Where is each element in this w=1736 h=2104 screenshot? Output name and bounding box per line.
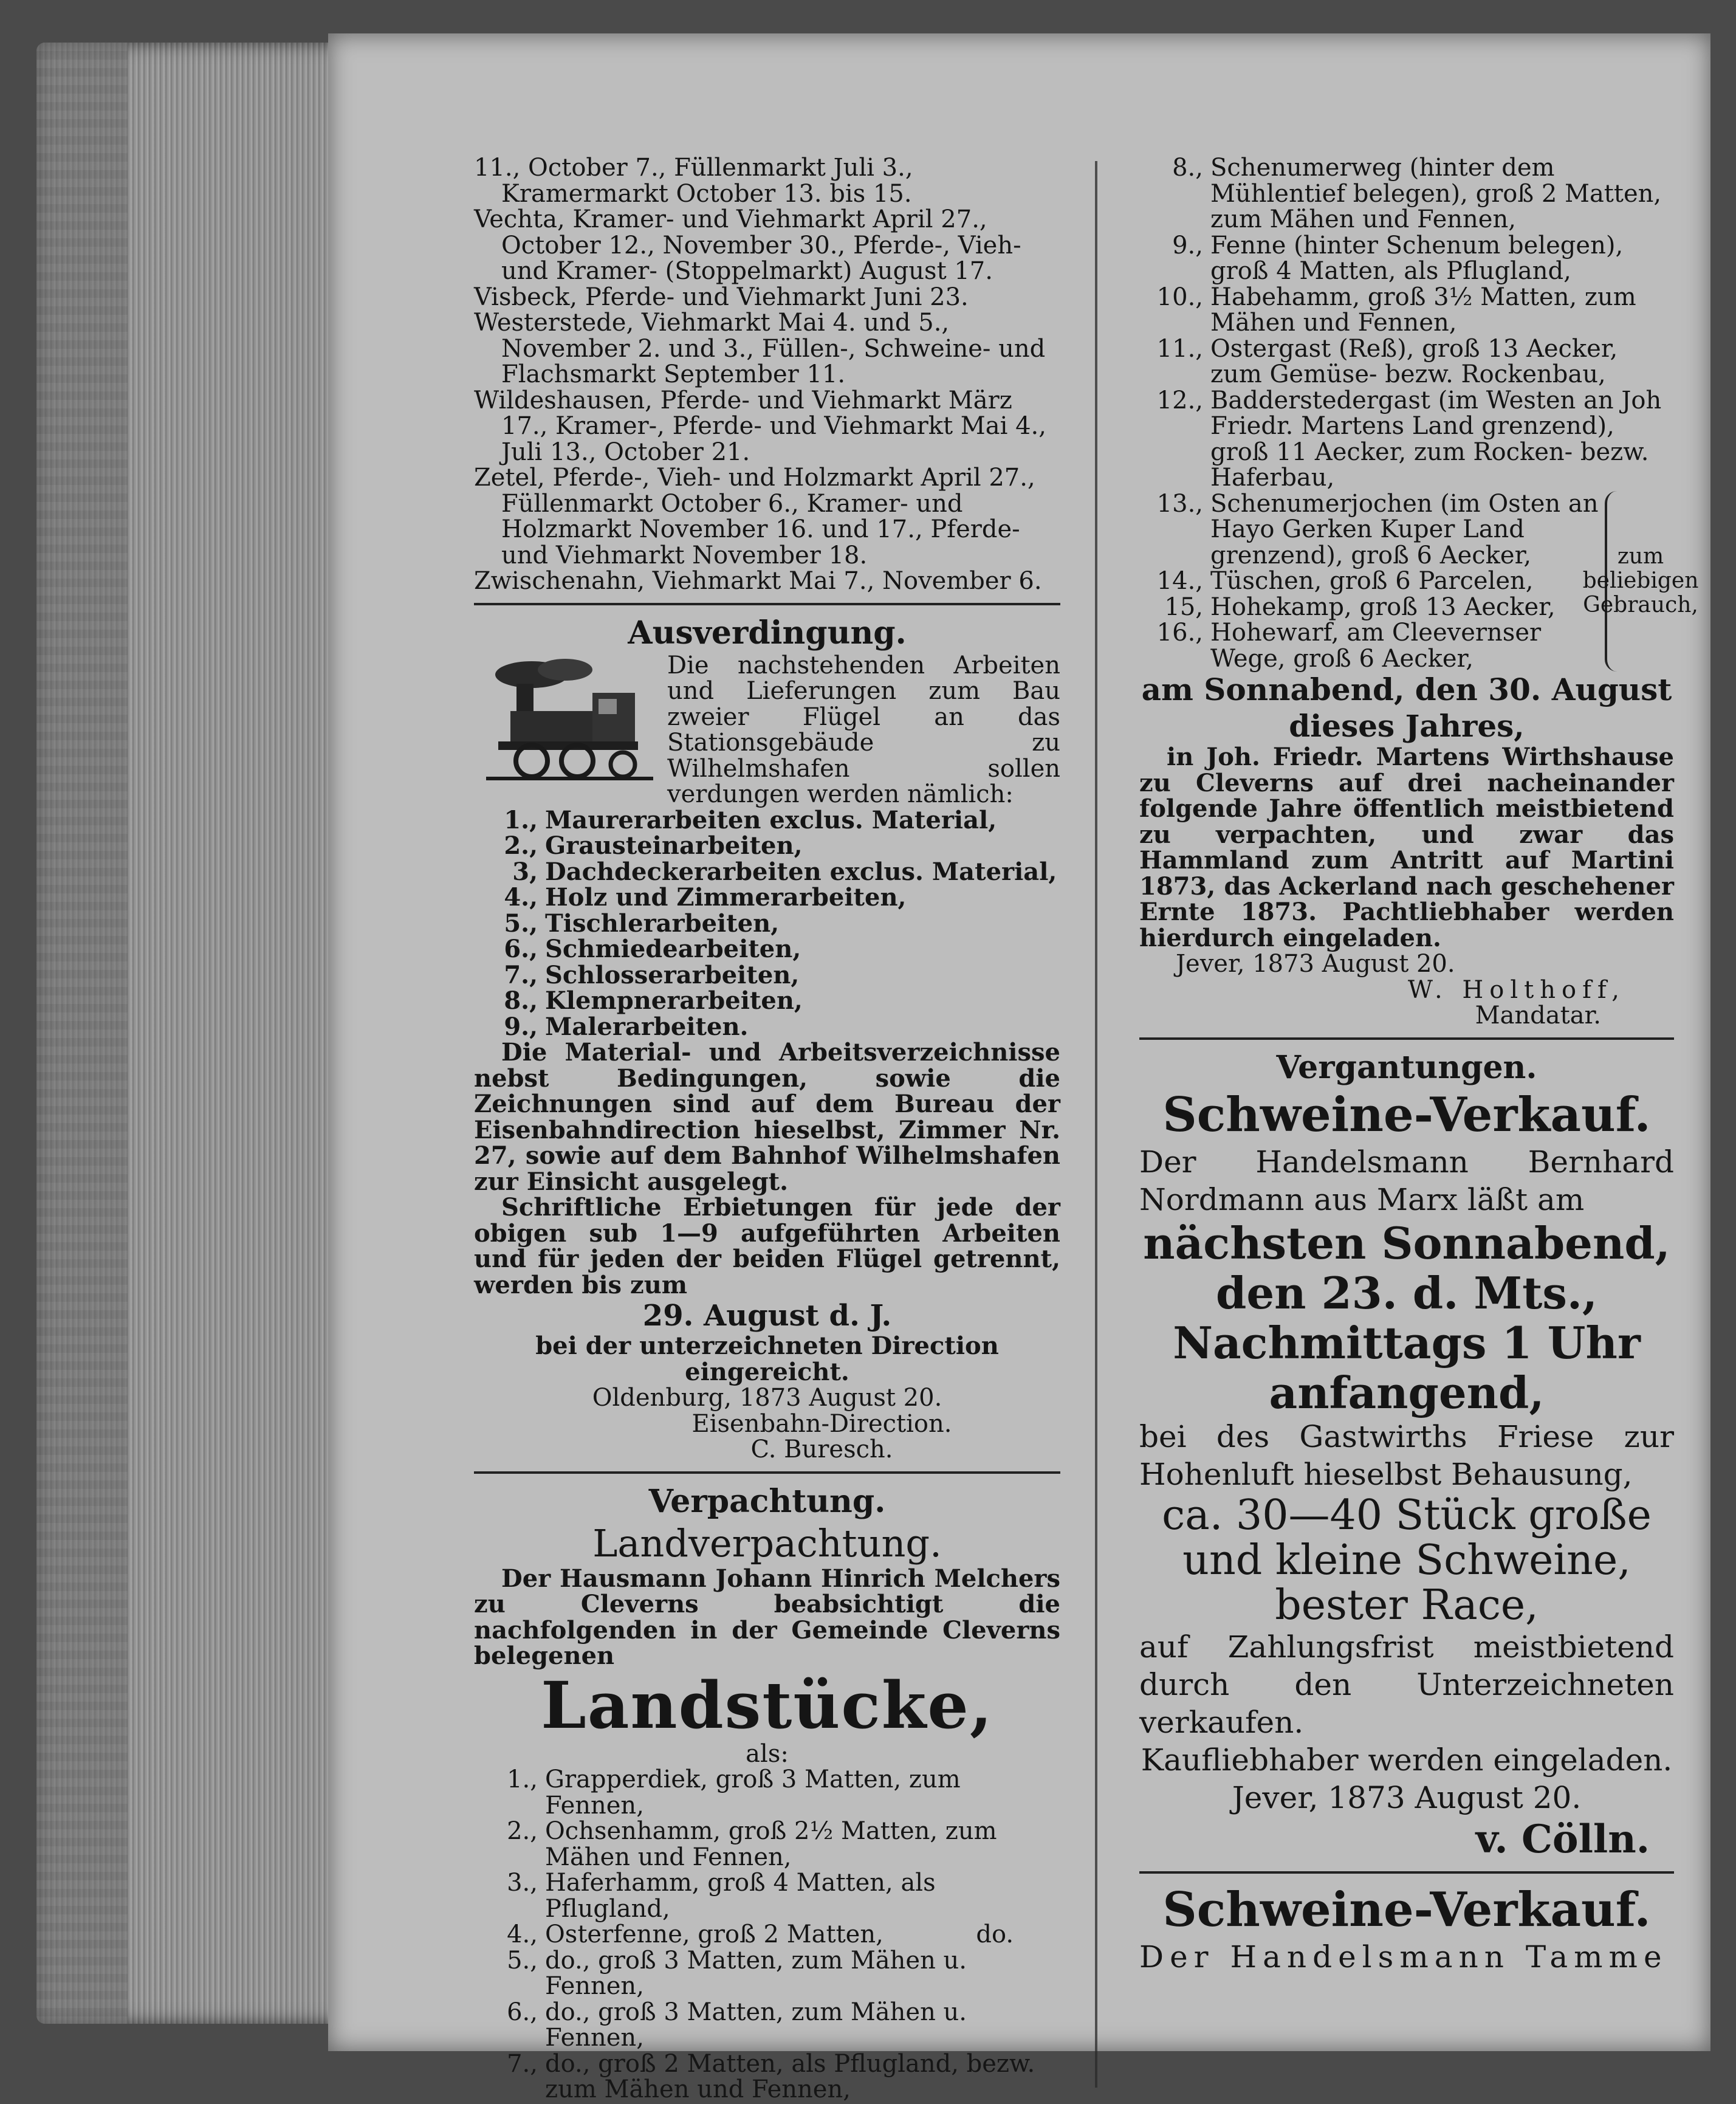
section-rule [474,603,1060,605]
notice-body: in Joh. Friedr. Martens Wirthshause zu Cleverns auf drei nacheinander folgende Jahre öffentlich meistbietend zu verpachten, und zwar das Hammland zum Antritt auf Martini 1873, das Ackerland nach geschehener Ernte 1873. Pachtliebhaber werden hierdurch eingeladen. [1139,743,1674,952]
market-entry: Wildeshausen, Pferde- und Viehmarkt März 17., Kramer-, Pferde- und Viehmarkt Mai 4., Juli 13., October 21. [474,386,1046,466]
section-rule [1139,1037,1674,1040]
notice-role: Mandatar. [1475,1002,1601,1030]
notice-paragraph: Die Material- und Arbeitsverzeichnisse nebst Bedingungen, sowie die Zeichnungen sind auf dem Bureau der Eisenbahndirection hieselbst, Zimmer Nr. 27, sowie auf dem Bahnhof Wilhelmshafen zur Einsicht ausgelegt. [474,1038,1060,1196]
auction-date: am Sonnabend, den 30. August [1141,672,1672,707]
section-heading: Verpachtung. [648,1482,886,1520]
notice-signature: v. Cölln. [1475,1816,1650,1862]
market-entry: Zwischenahn, Viehmarkt Mai 7., November 6. [474,567,1042,595]
ausverdingung-notice [474,614,1060,1463]
notice-title: Schweine-Verkauf. [1162,1087,1651,1143]
list-item: 5., do., groß 3 Matten, zum Mähen u. Fennen, [507,1946,967,2000]
market-entry: Westerstede, Viehmarkt Mai 4. und 5., November 2. und 3., Füllen-, Schweine- und Flachsmarkt September 11. [474,309,1046,388]
notice-als: als: [746,1739,789,1768]
notice-bold-line: den 23. d. Mts., [1216,1267,1597,1319]
notice-title: Landverpachtung. [592,1521,942,1566]
verpachtung-notice [474,1482,1060,2103]
notice-intro: Der Handelsmann Tamme [1139,1939,1668,1975]
list-item: 9., Malerarbeiten. [504,1012,749,1041]
list-item: 1., Grapperdiek, groß 3 Matten, zum Fennen, [507,1765,961,1820]
notice-body: auf Zahlungsfrist meistbietend durch den Unterzeichneten verkaufen. [1139,1629,1674,1740]
notice-place-date: Jever, 1873 August 20. [1176,950,1455,978]
list-item: 6., Schmiedearbeiten, [504,935,801,963]
notice-large-line: und kleine Schweine, bester Race, [1182,1536,1631,1629]
list-item: 3, Dachdeckerarbeiten exclus. Material, [512,857,1057,886]
section-rule [1139,1871,1674,1874]
list-item: 8., Schenumerweg (hinter dem Mühlentief belegen), groß 2 Matten, zum Mähen und Fennen, [1172,154,1662,233]
brace-label: zum beliebigen Gebrauch, [1605,491,1674,672]
notice-title: Ausverdingung. [628,614,907,651]
deadline-date: 29. August d. J. [642,1299,892,1333]
market-entry: 11., October 7., Füllenmarkt Juli 3., Kramermarkt October 13. bis 15. [474,154,913,208]
list-item: 8., Klempnerarbeiten, [504,986,803,1015]
market-list [474,155,1060,594]
notice-place-date: Jever, 1873 August 20. [1232,1779,1582,1815]
notice-body: bei des Gastwirths Friese zur Hohenluft hieselbst Behausung, [1139,1418,1674,1492]
notice-title: Schweine-Verkauf. [1162,1882,1651,1937]
list-item: 1., Maurerarbeiten exclus. Material, [504,805,997,834]
braced-list [1139,489,1699,673]
notice-paragraph: Schriftliche Erbietungen für jede der obigen sub 1—9 aufgeführten Arbeiten und für jeden der beiden Flügel getrennt, werden bis zum [474,1193,1060,1299]
market-entry: Vechta, Kramer- und Viehmarkt April 27., October 12., November 30., Pferde-, Vieh- und Kramer- (Stoppelmarkt) August 17. [474,205,1021,285]
list-item: 15, Hohekamp, groß 13 Aecker, [1164,593,1556,621]
list-item: 5., Tischlerarbeiten, [504,909,780,938]
list-item: 14., Tüschen, groß 6 Parcelen, [1156,567,1534,595]
market-entry: Zetel, Pferde-, Vieh- und Holzmarkt April 27., Füllenmarkt October 6., Kramer- und Holzmarkt November 16. und 17., Pferde- und Viehmarkt November 18. [474,464,1035,569]
list-item: 11., Ostergast (Reß), groß 13 Aecker, zum Gemüse- bezw. Rockenbau, [1156,334,1618,388]
right-column [1139,154,1699,1976]
column-divider [1095,161,1097,2088]
list-item: 10., Habehamm, groß 3½ Matten, zum Mähen und Fennen, [1156,283,1636,337]
list-item: 9., Fenne (hinter Schenum belegen), groß 4 Matten, als Pflugland, [1172,231,1624,285]
section-rule [474,1471,1060,1474]
vergantung-notice [1139,1048,1674,1863]
notice-bold-line: anfangend, [1269,1366,1545,1418]
notice-big-word: Landstücke, [541,1666,993,1743]
list-item: 2., Ochsenhamm, groß 2½ Matten, zum Mähen und Fennen, [507,1817,997,1871]
notice-intro: Der Hausmann Johann Hinrich Melchers zu Cleverns beabsichtigt die nachfolgenden in der Gemeinde Cleverns belegenen [474,1564,1060,1670]
list-item: 7., do., groß 2 Matten, als Pflugland, bezw. zum Mähen und Fennen, [507,2049,1035,2103]
list-item: 4., Holz und Zimmerarbeiten, [504,883,907,912]
list-item: 2., Grausteinarbeiten, [504,831,803,860]
notice-signature: C. Buresch. [750,1435,893,1463]
list-item: 7., Schlosserarbeiten, [504,960,800,989]
notice-paragraph: bei der unterzeichneten Direction eingereicht. [535,1332,999,1386]
notice-intro: Die nachstehenden Arbeiten und Lieferungen zum Bau zweier Flügel an das Stationsgebäude zu Wilhelmshafen sollen verdungen werden nämlich: [667,651,1060,808]
notice-bold-line: Nachmittags 1 Uhr [1173,1316,1641,1369]
auction-date: dieses Jahres, [1289,708,1525,744]
list-block [474,805,1060,1041]
notice-place-date: Oldenburg, 1873 August 20. [592,1384,942,1412]
notice-intro: Der Handelsmann Bernhard Nordmann aus Marx läßt am [1139,1144,1674,1217]
notice-invite: Kaufliebhaber werden eingeladen. [1141,1742,1673,1778]
verpachtung-continued [1139,154,1699,1030]
list-item: 16., Hohewarf, am Cleevernser Wege, groß 6 Aecker, [1156,619,1542,673]
vergantung-notice-2 [1139,1882,1674,1976]
newspaper-page [328,33,1710,2103]
list-item: 3., Haferhamm, groß 4 Matten, als Pflugland, [507,1869,936,1923]
market-entry: Visbeck, Pferde- und Viehmarkt Juni 23. [474,283,969,311]
notice-org: Eisenbahn-Direction. [691,1409,952,1438]
list-item: 12., Badderstedergast (im Westen an Joh Friedr. Martens Land grenzend), groß 11 Aecker, zum Rocken- bezw. Haferbau, [1156,386,1662,492]
section-heading: Vergantungen. [1276,1048,1537,1086]
notice-signature: W. Holthoff, [1407,975,1625,1004]
list-item: 13., Schenumerjochen (im Osten an Hayo Gerken Kuper Land grenzend), groß 6 Aecker, [1156,489,1599,569]
notice-large-line: ca. 30—40 Stück große [1162,1491,1652,1539]
book-cover-edge [36,43,128,2024]
notice-bold-line: nächsten Sonnabend, [1143,1217,1670,1269]
locomotive-icon [474,656,656,784]
list-item: 4., Osterfenne, groß 2 Matten, do. [507,1920,1014,1948]
left-column [474,155,1060,2103]
list-item: 6., do., groß 3 Matten, zum Mähen u. Fennen, [507,1998,967,2052]
